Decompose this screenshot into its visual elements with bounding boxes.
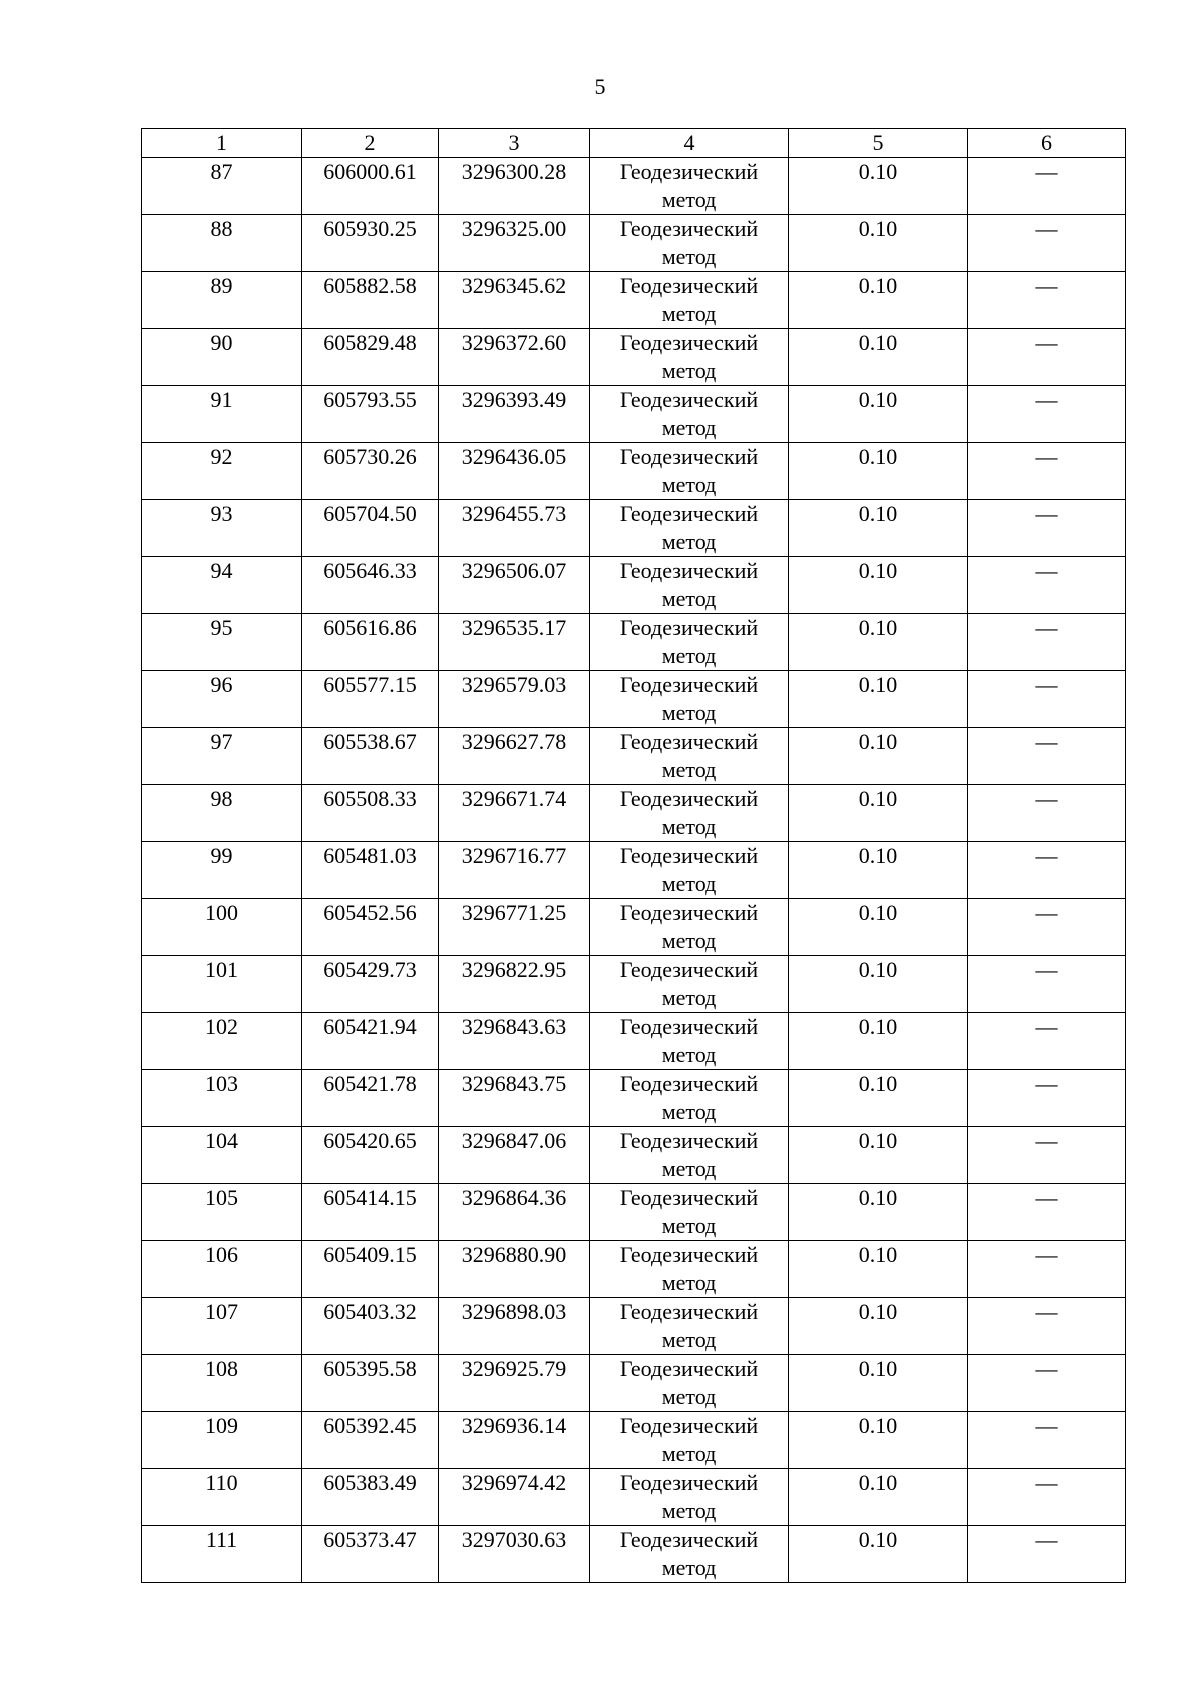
accuracy-cell: 0.10 — [789, 728, 968, 785]
method-cell — [590, 500, 789, 557]
method-text: Геодезический метод — [619, 672, 759, 725]
table-row — [142, 329, 1126, 386]
accuracy-cell: 0.10 — [789, 1127, 968, 1184]
method-cell — [590, 557, 789, 614]
note-cell: — — [968, 557, 1126, 614]
table-row — [142, 899, 1126, 956]
method-text: Геодезический метод — [619, 1413, 759, 1466]
point-number-cell: 107 — [142, 1298, 302, 1355]
method-cell — [590, 386, 789, 443]
x-coordinate-cell: 605373.47 — [302, 1526, 439, 1583]
y-coordinate-cell: 3296506.07 — [439, 557, 590, 614]
table-row — [142, 728, 1126, 785]
accuracy-cell: 0.10 — [789, 1355, 968, 1412]
accuracy-cell: 0.10 — [789, 272, 968, 329]
point-number-cell: 99 — [142, 842, 302, 899]
accuracy-cell: 0.10 — [789, 842, 968, 899]
point-number-cell: 109 — [142, 1412, 302, 1469]
table-row — [142, 1070, 1126, 1127]
table-row — [142, 785, 1126, 842]
table-row — [142, 614, 1126, 671]
accuracy-cell: 0.10 — [789, 1298, 968, 1355]
y-coordinate-cell: 3296847.06 — [439, 1127, 590, 1184]
x-coordinate-cell: 605421.78 — [302, 1070, 439, 1127]
method-cell — [590, 329, 789, 386]
note-cell: — — [968, 215, 1126, 272]
method-cell — [590, 1013, 789, 1070]
method-cell — [590, 671, 789, 728]
method-text: Геодезический метод — [619, 615, 759, 668]
note-cell: — — [968, 899, 1126, 956]
table-row — [142, 1355, 1126, 1412]
x-coordinate-cell: 605616.86 — [302, 614, 439, 671]
accuracy-cell: 0.10 — [789, 386, 968, 443]
note-cell: — — [968, 1412, 1126, 1469]
point-number-cell: 103 — [142, 1070, 302, 1127]
note-cell: — — [968, 158, 1126, 215]
point-number-cell: 92 — [142, 443, 302, 500]
x-coordinate-cell: 605420.65 — [302, 1127, 439, 1184]
y-coordinate-cell: 3296325.00 — [439, 215, 590, 272]
method-text: Геодезический метод — [619, 786, 759, 839]
method-text: Геодезический метод — [619, 159, 759, 212]
note-cell: — — [968, 1355, 1126, 1412]
method-cell — [590, 158, 789, 215]
y-coordinate-cell: 3296843.63 — [439, 1013, 590, 1070]
note-cell: — — [968, 842, 1126, 899]
y-coordinate-cell: 3296372.60 — [439, 329, 590, 386]
point-number-cell: 105 — [142, 1184, 302, 1241]
y-coordinate-cell: 3296771.25 — [439, 899, 590, 956]
column-header-4: 4 — [590, 129, 789, 158]
point-number-cell: 96 — [142, 671, 302, 728]
method-cell — [590, 614, 789, 671]
y-coordinate-cell: 3296864.36 — [439, 1184, 590, 1241]
note-cell: — — [968, 500, 1126, 557]
table-row — [142, 1241, 1126, 1298]
note-cell: — — [968, 1184, 1126, 1241]
x-coordinate-cell: 605481.03 — [302, 842, 439, 899]
table-header — [142, 129, 1126, 158]
x-coordinate-cell: 605577.15 — [302, 671, 439, 728]
column-header-2: 2 — [302, 129, 439, 158]
accuracy-cell: 0.10 — [789, 956, 968, 1013]
x-coordinate-cell: 605429.73 — [302, 956, 439, 1013]
method-text: Геодезический метод — [619, 273, 759, 326]
note-cell: — — [968, 956, 1126, 1013]
x-coordinate-cell: 606000.61 — [302, 158, 439, 215]
method-text: Геодезический метод — [619, 1014, 759, 1067]
y-coordinate-cell: 3297030.63 — [439, 1526, 590, 1583]
accuracy-cell: 0.10 — [789, 557, 968, 614]
method-text: Геодезический метод — [619, 1128, 759, 1181]
method-cell — [590, 956, 789, 1013]
accuracy-cell: 0.10 — [789, 899, 968, 956]
accuracy-cell: 0.10 — [789, 1070, 968, 1127]
x-coordinate-cell: 605452.56 — [302, 899, 439, 956]
column-header-5: 5 — [789, 129, 968, 158]
y-coordinate-cell: 3296898.03 — [439, 1298, 590, 1355]
x-coordinate-cell: 605882.58 — [302, 272, 439, 329]
y-coordinate-cell: 3296393.49 — [439, 386, 590, 443]
method-text: Геодезический метод — [619, 330, 759, 383]
point-number-cell: 110 — [142, 1469, 302, 1526]
table-row — [142, 1127, 1126, 1184]
point-number-cell: 98 — [142, 785, 302, 842]
point-number-cell: 101 — [142, 956, 302, 1013]
method-text: Геодезический метод — [619, 1185, 759, 1238]
x-coordinate-cell: 605392.45 — [302, 1412, 439, 1469]
table-row — [142, 557, 1126, 614]
method-text: Геодезический метод — [619, 387, 759, 440]
accuracy-cell: 0.10 — [789, 443, 968, 500]
table-row — [142, 1013, 1126, 1070]
x-coordinate-cell: 605930.25 — [302, 215, 439, 272]
method-cell — [590, 899, 789, 956]
method-text: Геодезический метод — [619, 1071, 759, 1124]
table-row — [142, 842, 1126, 899]
y-coordinate-cell: 3296936.14 — [439, 1412, 590, 1469]
x-coordinate-cell: 605395.58 — [302, 1355, 439, 1412]
table-body — [142, 158, 1126, 1583]
point-number-cell: 111 — [142, 1526, 302, 1583]
table-row — [142, 158, 1126, 215]
method-text: Геодезический метод — [619, 558, 759, 611]
x-coordinate-cell: 605421.94 — [302, 1013, 439, 1070]
x-coordinate-cell: 605414.15 — [302, 1184, 439, 1241]
accuracy-cell: 0.10 — [789, 614, 968, 671]
point-number-cell: 102 — [142, 1013, 302, 1070]
method-text: Геодезический метод — [619, 1356, 759, 1409]
x-coordinate-cell: 605730.26 — [302, 443, 439, 500]
note-cell: — — [968, 443, 1126, 500]
x-coordinate-cell: 605538.67 — [302, 728, 439, 785]
method-cell — [590, 1355, 789, 1412]
method-text: Геодезический метод — [619, 1299, 759, 1352]
x-coordinate-cell: 605409.15 — [302, 1241, 439, 1298]
accuracy-cell: 0.10 — [789, 215, 968, 272]
x-coordinate-cell: 605383.49 — [302, 1469, 439, 1526]
note-cell: — — [968, 1013, 1126, 1070]
point-number-cell: 104 — [142, 1127, 302, 1184]
point-number-cell: 88 — [142, 215, 302, 272]
coordinates-table — [141, 128, 1126, 1583]
column-header-6: 6 — [968, 129, 1126, 158]
note-cell: — — [968, 785, 1126, 842]
method-text: Геодезический метод — [619, 1470, 759, 1523]
note-cell: — — [968, 1241, 1126, 1298]
method-cell — [590, 1412, 789, 1469]
method-cell — [590, 1184, 789, 1241]
y-coordinate-cell: 3296579.03 — [439, 671, 590, 728]
page-number: 5 — [594, 74, 606, 99]
accuracy-cell: 0.10 — [789, 1526, 968, 1583]
point-number-cell: 90 — [142, 329, 302, 386]
note-cell: — — [968, 671, 1126, 728]
y-coordinate-cell: 3296300.28 — [439, 158, 590, 215]
x-coordinate-cell: 605829.48 — [302, 329, 439, 386]
table-row — [142, 443, 1126, 500]
y-coordinate-cell: 3296627.78 — [439, 728, 590, 785]
accuracy-cell: 0.10 — [789, 158, 968, 215]
y-coordinate-cell: 3296974.42 — [439, 1469, 590, 1526]
y-coordinate-cell: 3296671.74 — [439, 785, 590, 842]
point-number-cell: 97 — [142, 728, 302, 785]
method-cell — [590, 1526, 789, 1583]
point-number-cell: 108 — [142, 1355, 302, 1412]
point-number-cell: 94 — [142, 557, 302, 614]
table-row — [142, 956, 1126, 1013]
point-number-cell: 91 — [142, 386, 302, 443]
method-cell — [590, 443, 789, 500]
x-coordinate-cell: 605793.55 — [302, 386, 439, 443]
method-cell — [590, 1127, 789, 1184]
method-text: Геодезический метод — [619, 843, 759, 896]
accuracy-cell: 0.10 — [789, 671, 968, 728]
note-cell: — — [968, 1298, 1126, 1355]
column-header-1: 1 — [142, 129, 302, 158]
method-cell — [590, 842, 789, 899]
y-coordinate-cell: 3296925.79 — [439, 1355, 590, 1412]
point-number-cell: 100 — [142, 899, 302, 956]
accuracy-cell: 0.10 — [789, 1013, 968, 1070]
method-text: Геодезический метод — [619, 957, 759, 1010]
method-cell — [590, 1241, 789, 1298]
accuracy-cell: 0.10 — [789, 1184, 968, 1241]
y-coordinate-cell: 3296880.90 — [439, 1241, 590, 1298]
x-coordinate-cell: 605403.32 — [302, 1298, 439, 1355]
table-row — [142, 1412, 1126, 1469]
method-text: Геодезический метод — [619, 1242, 759, 1295]
point-number-cell: 87 — [142, 158, 302, 215]
x-coordinate-cell: 605646.33 — [302, 557, 439, 614]
y-coordinate-cell: 3296843.75 — [439, 1070, 590, 1127]
table-row — [142, 671, 1126, 728]
accuracy-cell: 0.10 — [789, 1469, 968, 1526]
table-row — [142, 1526, 1126, 1583]
y-coordinate-cell: 3296822.95 — [439, 956, 590, 1013]
method-text: Геодезический метод — [619, 501, 759, 554]
point-number-cell: 89 — [142, 272, 302, 329]
method-cell — [590, 272, 789, 329]
point-number-cell: 93 — [142, 500, 302, 557]
method-cell — [590, 215, 789, 272]
table-row — [142, 272, 1126, 329]
note-cell: — — [968, 614, 1126, 671]
accuracy-cell: 0.10 — [789, 1241, 968, 1298]
y-coordinate-cell: 3296716.77 — [439, 842, 590, 899]
accuracy-cell: 0.10 — [789, 329, 968, 386]
note-cell: — — [968, 1127, 1126, 1184]
point-number-cell: 95 — [142, 614, 302, 671]
table-row — [142, 500, 1126, 557]
note-cell: — — [968, 728, 1126, 785]
note-cell: — — [968, 1526, 1126, 1583]
note-cell: — — [968, 329, 1126, 386]
method-text: Геодезический метод — [619, 1527, 759, 1580]
method-cell — [590, 785, 789, 842]
table-row — [142, 1184, 1126, 1241]
note-cell: — — [968, 272, 1126, 329]
method-text: Геодезический метод — [619, 900, 759, 953]
accuracy-cell: 0.10 — [789, 1412, 968, 1469]
table-row — [142, 386, 1126, 443]
note-cell: — — [968, 1070, 1126, 1127]
accuracy-cell: 0.10 — [789, 785, 968, 842]
y-coordinate-cell: 3296345.62 — [439, 272, 590, 329]
method-cell — [590, 728, 789, 785]
method-cell — [590, 1070, 789, 1127]
method-cell — [590, 1469, 789, 1526]
method-text: Геодезический метод — [619, 729, 759, 782]
method-text: Геодезический метод — [619, 444, 759, 497]
table-row — [142, 215, 1126, 272]
y-coordinate-cell: 3296455.73 — [439, 500, 590, 557]
point-number-cell: 106 — [142, 1241, 302, 1298]
x-coordinate-cell: 605704.50 — [302, 500, 439, 557]
column-header-3: 3 — [439, 129, 590, 158]
y-coordinate-cell: 3296535.17 — [439, 614, 590, 671]
y-coordinate-cell: 3296436.05 — [439, 443, 590, 500]
method-cell — [590, 1298, 789, 1355]
note-cell: — — [968, 386, 1126, 443]
table-row — [142, 1298, 1126, 1355]
method-text: Геодезический метод — [619, 216, 759, 269]
accuracy-cell: 0.10 — [789, 500, 968, 557]
note-cell: — — [968, 1469, 1126, 1526]
x-coordinate-cell: 605508.33 — [302, 785, 439, 842]
table-row — [142, 1469, 1126, 1526]
header-row — [142, 129, 1126, 158]
